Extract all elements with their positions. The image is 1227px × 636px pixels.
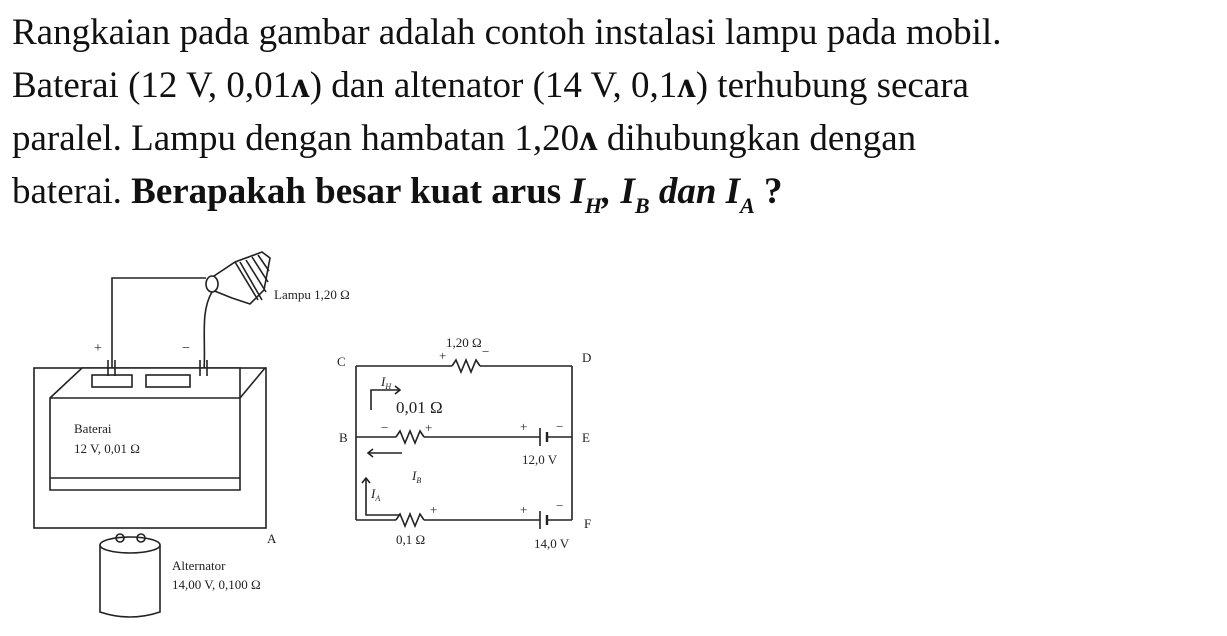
node-D-label: D (582, 350, 592, 365)
node-F-label: F (584, 516, 592, 531)
sub-H: H (584, 193, 602, 218)
lamp-icon (206, 252, 270, 304)
resistor-bot (396, 514, 424, 526)
comma: , (601, 171, 612, 212)
node-A-label: A (267, 531, 277, 546)
var-I-A: I (725, 171, 741, 212)
var-I-H: I (570, 171, 585, 212)
alternator-icon (100, 534, 160, 617)
resistor-top-value: 1,20 Ω (446, 335, 482, 350)
line2-part-a: Baterai (12 V, 0,01 (12, 65, 292, 106)
resistor-top-minus: − (482, 344, 490, 359)
alternator-label-name: Alternator (172, 558, 226, 573)
resistor-mid-value: 0,01 Ω (396, 398, 443, 417)
sub-A: A (740, 193, 755, 218)
battery-minus-sign: − (182, 341, 190, 356)
line4-part-a: baterai. (12, 171, 122, 212)
node-C-label: C (337, 354, 346, 369)
lamp-label: Lampu 1,20 Ω (274, 287, 350, 302)
resistor-top (452, 360, 480, 372)
resistor-mid (396, 431, 424, 443)
battery-label-values: 12 V, 0,01 Ω (74, 441, 140, 456)
ohm-symbol: ʌ (677, 65, 696, 106)
question-mark: ? (764, 171, 783, 212)
alternator-label-values: 14,00 V, 0,100 Ω (172, 577, 261, 592)
battery-mid-minus: − (556, 419, 564, 434)
ohm-symbol: ʌ (291, 65, 310, 106)
battery-mid-plus: + (520, 419, 528, 434)
question-text: Berapakah besar kuat arus (131, 171, 562, 212)
resistor-top-plus: + (439, 348, 447, 363)
battery-label-name: Baterai (74, 421, 112, 436)
current-I-H-label: $I_H$ (381, 374, 392, 391)
problem-line-1-text: Rangkaian pada gambar adalah contoh instalasi lampu pada mobil. (12, 12, 1002, 53)
battery-bot-minus: − (556, 498, 564, 513)
battery-plus-sign: + (94, 341, 102, 356)
physical-diagram (34, 252, 270, 617)
line3-part-b: dihubungkan dengan (606, 118, 917, 159)
resistor-mid-plus: + (425, 420, 433, 435)
resistor-mid-minus: − (381, 420, 389, 435)
current-I-A-label: $I_A$ (371, 486, 381, 503)
current-I-B-label: $I_B$ (412, 468, 422, 485)
var-I-B: I (620, 171, 635, 212)
line2-part-b: ) dan altenator (14 V, 0,1 (309, 65, 678, 106)
battery-bot-plus: + (520, 502, 528, 517)
battery-bot-voltage: 14,0 V (534, 536, 570, 551)
ohm-symbol: ʌ (579, 118, 598, 159)
resistor-bot-value: 0,1 Ω (396, 532, 426, 547)
node-E-label: E (582, 430, 590, 445)
resistor-bot-plus: + (430, 502, 438, 517)
battery-mid-voltage: 12,0 V (522, 452, 558, 467)
word-dan: dan (658, 171, 717, 212)
line3-part-a: paralel. Lampu dengan hambatan 1,20 (12, 118, 580, 159)
sub-B: B (634, 193, 650, 218)
node-B-label: B (339, 430, 348, 445)
line2-part-c: ) terhubung secara (695, 65, 969, 106)
